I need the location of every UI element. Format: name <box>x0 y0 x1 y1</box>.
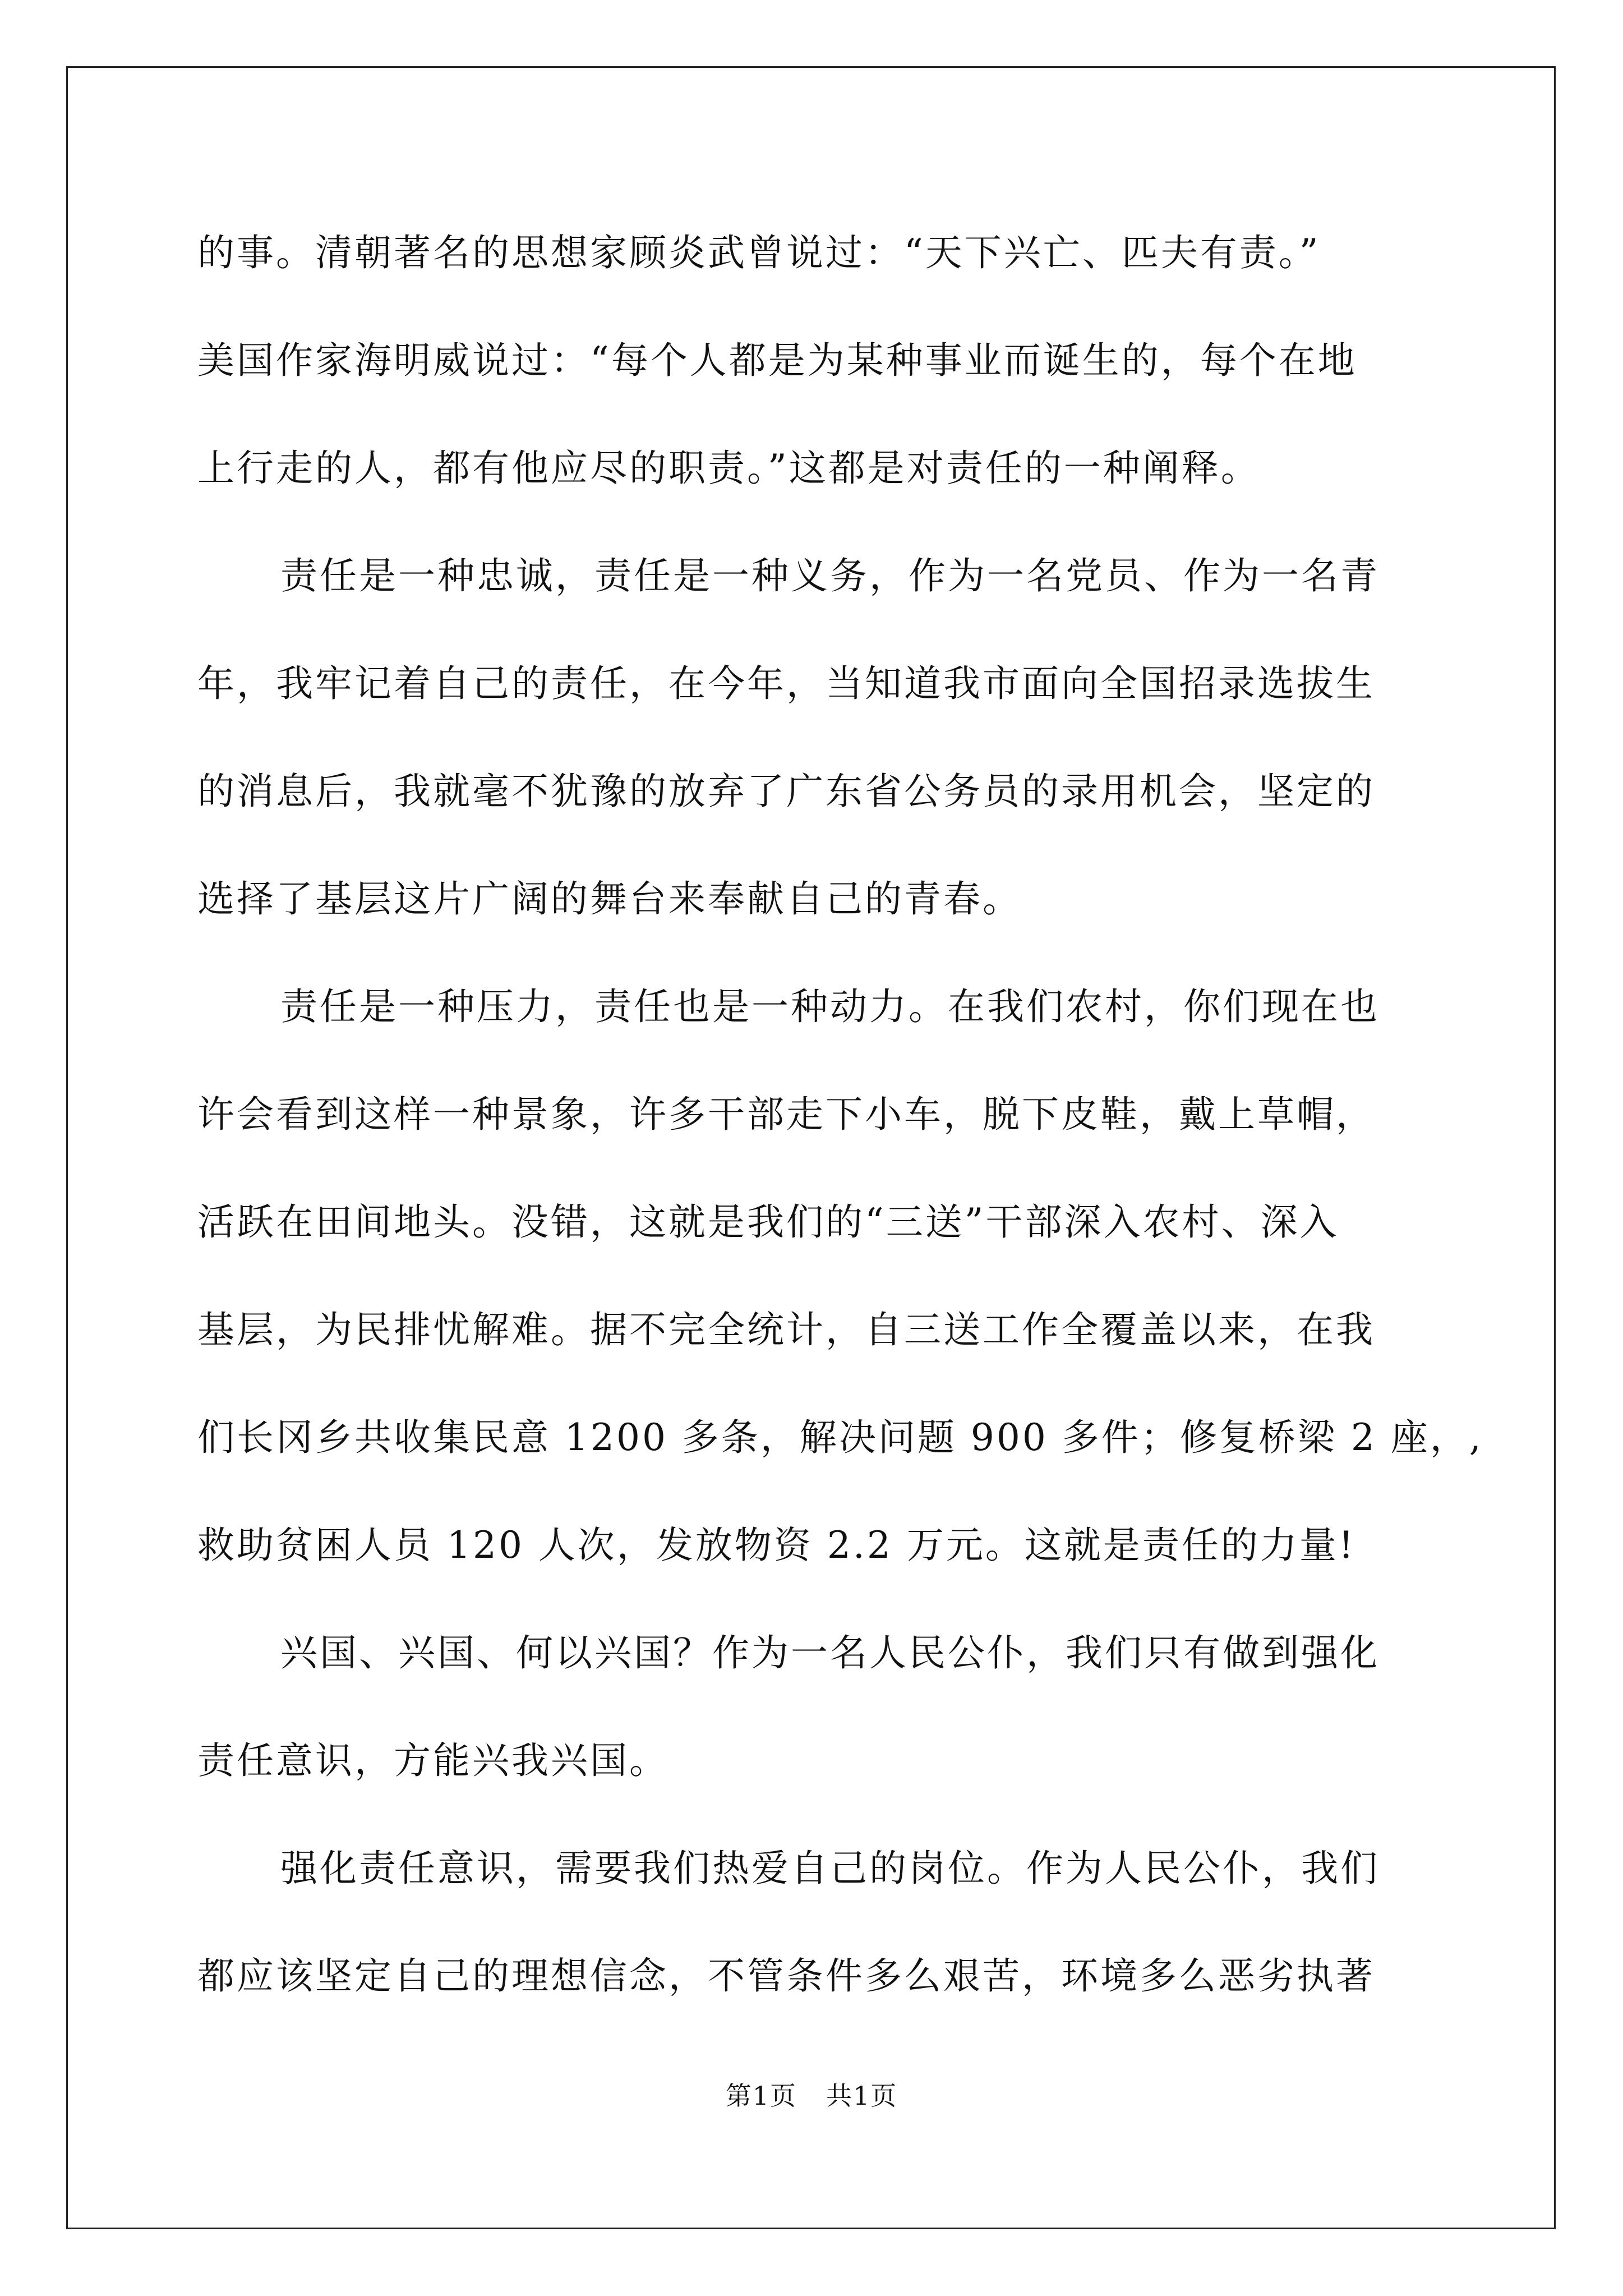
paragraph-start-line: 强化责任意识，需要我们热爱自己的岗位。作为人民公仆，我们 <box>280 1847 1380 1890</box>
text-line: 上行走的人，都有他应尽的职责。”这都是对责任的一种阐释。 <box>197 447 1260 490</box>
page-number-current: 第1页 <box>725 2081 797 2111</box>
text-line: 美国作家海明威说过：“每个人都是为某种事业而诞生的，每个在地 <box>197 339 1357 382</box>
text-line: 的事。清朝著名的思想家顾炎武曾说过：“天下兴亡、匹夫有责。” <box>197 231 1321 274</box>
text-line: 许会看到这样一种景象，许多干部走下小车，脱下皮鞋，戴上草帽， <box>197 1093 1375 1136</box>
text-line: 选择了基层这片广阔的舞台来奉献自己的青春。 <box>197 877 1022 921</box>
paragraph-start-line: 责任是一种压力，责任也是一种动力。在我们农村，你们现在也 <box>280 985 1380 1028</box>
text-line: 都应该坚定自己的理想信念，不管条件多么艰苦，环境多么恶劣执著 <box>197 1954 1375 1998</box>
page-number-total: 共1页 <box>826 2081 898 2111</box>
document-body <box>197 199 1483 2030</box>
text-line: 责任意识，方能兴我兴国。 <box>197 1739 668 1782</box>
text-line: 年，我牢记着自己的责任，在今年，当知道我市面向全国招录选拔生 <box>197 662 1375 705</box>
text-line: 救助贫困人员 120 人次，发放物资 2.2 万元。这就是责任的力量! <box>197 1524 1356 1567</box>
paragraph-start-line: 责任是一种忠诚，责任是一种义务，作为一名党员、作为一名青 <box>280 554 1380 597</box>
text-line: 活跃在田间地头。没错，这就是我们的“三送”干部深入农村、深入 <box>197 1200 1339 1244</box>
text-line: 基层，为民排忧解难。据不完全统计，自三送工作全覆盖以来，在我 <box>197 1308 1375 1351</box>
paragraph-start-line: 兴国、兴国、何以兴国？作为一名人民公仆，我们只有做到强化 <box>280 1631 1380 1674</box>
text-line: 的消息后，我就毫不犹豫的放弃了广东省公务员的录用机会，坚定的 <box>197 770 1375 813</box>
page-footer <box>0 2076 1623 2113</box>
text-line: 们长冈乡共收集民意 1200 多条，解决问题 900 多件；修复桥梁 2 座，, <box>197 1416 1483 1459</box>
